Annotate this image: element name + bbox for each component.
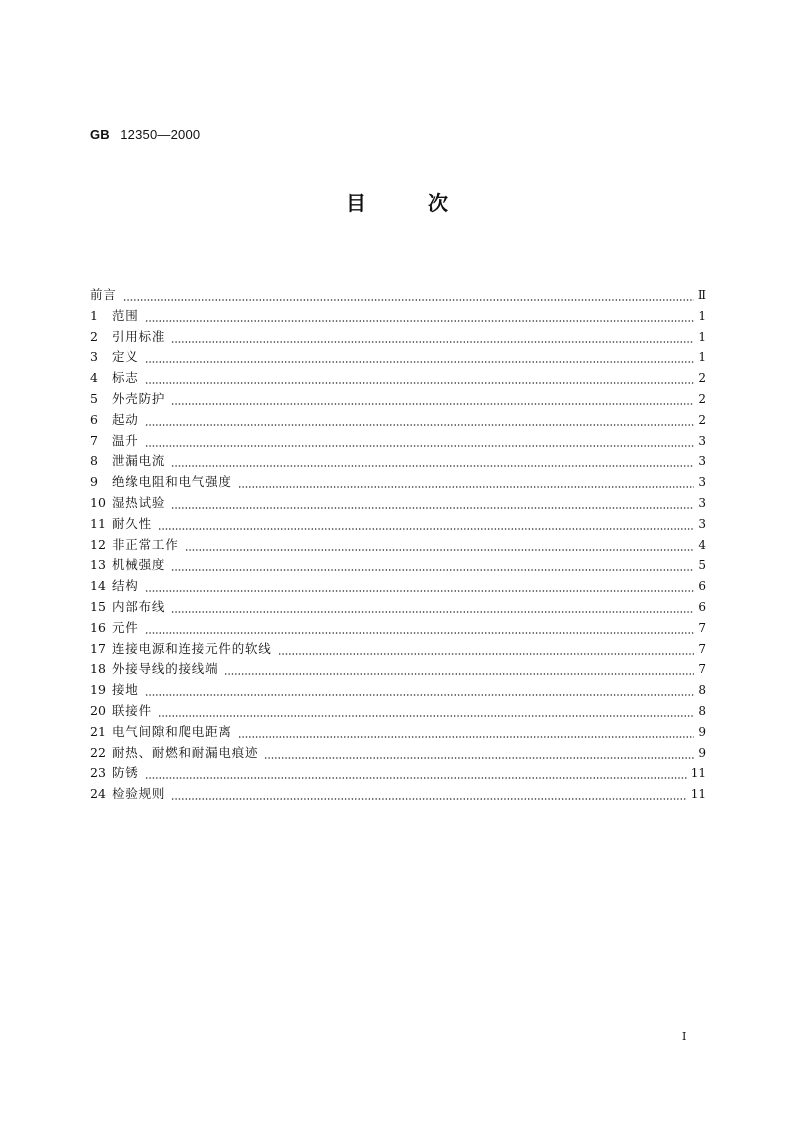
toc-entry-page: 2	[698, 371, 706, 386]
toc-entry-number: 13	[90, 557, 106, 573]
toc-dot-leader	[145, 410, 694, 431]
toc-entry-number: 1	[90, 307, 98, 323]
toc-dot-leader	[158, 701, 694, 722]
toc-entry-page: 11	[690, 766, 706, 781]
toc-entry-page: 6	[698, 599, 706, 614]
toc-entry-number: 11	[90, 515, 106, 531]
toc-entry-title: 起动	[112, 411, 139, 427]
toc-entry[interactable]	[90, 327, 706, 348]
toc-entry-number: 2	[90, 328, 98, 344]
toc-entry-title: 连接电源和连接元件的软线	[112, 640, 272, 656]
toc-entry-page: 3	[698, 516, 706, 531]
toc-entry-page: 3	[698, 433, 706, 448]
toc-entry-page: 2	[698, 391, 706, 406]
toc-entry-number: 23	[90, 765, 106, 781]
toc-entry[interactable]	[90, 306, 706, 327]
toc-entry-number: 7	[90, 432, 98, 448]
toc-entry-number: 18	[90, 661, 106, 677]
toc-entry-page: 11	[690, 787, 706, 802]
toc-entry-title: 机械强度	[112, 557, 166, 573]
toc-entry[interactable]	[90, 763, 706, 784]
toc-entry-number: 15	[90, 598, 106, 614]
toc-dot-leader	[171, 597, 694, 618]
toc-entry[interactable]	[90, 659, 706, 680]
toc-entry-title: 湿热试验	[112, 494, 166, 510]
toc-entry-page: 3	[698, 454, 706, 469]
toc-entry-page: 2	[698, 412, 706, 427]
toc-entry-title: 耐久性	[112, 515, 152, 531]
toc-dot-leader	[145, 368, 694, 389]
toc-entry[interactable]	[90, 368, 706, 389]
toc-entry[interactable]	[90, 493, 706, 514]
toc-dot-leader	[171, 493, 694, 514]
toc-entry-page: 8	[698, 703, 706, 718]
toc-dot-leader	[238, 472, 694, 493]
toc-dot-leader	[264, 743, 694, 764]
toc-entry-title: 检验规则	[112, 786, 166, 802]
toc-entry[interactable]	[90, 472, 706, 493]
toc-entry-number: 21	[90, 723, 106, 739]
toc-entry-title: 范围	[112, 307, 139, 323]
toc-entry[interactable]	[90, 347, 706, 368]
toc-entry-title: 外接导线的接线端	[112, 661, 219, 677]
toc-entry-page: 9	[698, 745, 706, 760]
toc-entry-page: 9	[698, 724, 706, 739]
toc-entry-title: 引用标准	[112, 328, 166, 344]
toc-entry-number: 24	[90, 786, 106, 802]
toc-entry-number: 16	[90, 619, 106, 635]
toc-entry-number: 12	[90, 536, 106, 552]
toc-entry-title: 温升	[112, 432, 139, 448]
toc-entry-number: 4	[90, 370, 98, 386]
toc-entry-title: 电气间隙和爬电距离	[112, 723, 232, 739]
toc-entry-title: 非正常工作	[112, 536, 179, 552]
toc-entry-page: 5	[698, 558, 706, 573]
toc-entry-number: 6	[90, 411, 98, 427]
toc-entry-page: 1	[698, 329, 706, 344]
toc-entry-number: 20	[90, 702, 106, 718]
toc-entry[interactable]	[90, 535, 706, 556]
toc-dot-leader	[145, 680, 694, 701]
standard-number: 12350—2000	[120, 127, 201, 142]
toc-dot-leader	[171, 451, 694, 472]
toc-entry-page: 7	[698, 662, 706, 677]
toc-entry[interactable]	[90, 389, 706, 410]
toc-entry-title: 定义	[112, 349, 139, 365]
toc-dot-leader	[171, 327, 694, 348]
toc-entry-page: Ⅱ	[697, 288, 706, 302]
toc-dot-leader	[145, 431, 694, 452]
toc-entry-page: 4	[698, 537, 706, 552]
toc-entry[interactable]	[90, 743, 706, 764]
toc-entry[interactable]	[90, 285, 706, 306]
toc-entry[interactable]	[90, 431, 706, 452]
toc-entry-title: 内部布线	[112, 598, 166, 614]
toc-entry-title: 绝缘电阻和电气强度	[112, 474, 232, 490]
toc-dot-leader	[185, 535, 694, 556]
toc-entry[interactable]	[90, 639, 706, 660]
toc-dot-leader	[171, 784, 687, 805]
toc-entry-title: 元件	[112, 619, 139, 635]
toc-entry-title: 标志	[112, 370, 139, 386]
toc-dot-leader	[145, 618, 694, 639]
toc-entry-number: 22	[90, 744, 106, 760]
page-title: 目次	[346, 191, 510, 215]
toc-entry-page: 7	[698, 641, 706, 656]
toc-entry-page: 8	[698, 683, 706, 698]
toc-entry-title: 外壳防护	[112, 390, 166, 406]
toc-entry[interactable]	[90, 597, 706, 618]
toc-entry-page: 6	[698, 579, 706, 594]
toc-dot-leader	[145, 576, 694, 597]
toc-entry-page: 3	[698, 475, 706, 490]
toc-dot-leader	[145, 306, 694, 327]
toc-entry-page: 1	[698, 308, 706, 323]
toc-dot-leader	[171, 555, 694, 576]
toc-dot-leader	[145, 763, 687, 784]
toc-entry-number: 8	[90, 453, 98, 469]
toc-entry[interactable]	[90, 680, 706, 701]
toc-entry-number: 3	[90, 349, 98, 365]
toc-entry-number: 17	[90, 640, 106, 656]
toc-entry[interactable]	[90, 451, 706, 472]
toc-entry-title: 泄漏电流	[112, 453, 166, 469]
toc-dot-leader	[278, 639, 694, 660]
standard-prefix: GB	[90, 127, 110, 142]
toc-dot-leader	[123, 285, 694, 306]
page-number: I	[682, 1030, 687, 1043]
toc-dot-leader	[158, 514, 694, 535]
table-of-contents	[90, 285, 706, 805]
standard-number-header	[90, 127, 200, 143]
toc-dot-leader	[145, 347, 694, 368]
toc-entry-number: 9	[90, 474, 98, 490]
toc-entry-title: 前言	[90, 287, 117, 302]
toc-entry[interactable]	[90, 784, 706, 805]
toc-entry[interactable]	[90, 701, 706, 722]
toc-entry[interactable]	[90, 576, 706, 597]
toc-entry[interactable]	[90, 555, 706, 576]
toc-entry-page: 3	[698, 495, 706, 510]
toc-entry[interactable]	[90, 722, 706, 743]
toc-entry-title: 联接件	[112, 702, 152, 718]
toc-entry[interactable]	[90, 410, 706, 431]
toc-entry-page: 7	[698, 620, 706, 635]
toc-entry[interactable]	[90, 514, 706, 535]
toc-entry-number: 10	[90, 494, 106, 510]
toc-dot-leader	[171, 389, 694, 410]
toc-entry-title: 防锈	[112, 765, 139, 781]
toc-entry-number: 19	[90, 682, 106, 698]
toc-entry-page: 1	[698, 350, 706, 365]
toc-dot-leader	[238, 722, 694, 743]
toc-entry-title: 耐热、耐燃和耐漏电痕迹	[112, 744, 259, 760]
toc-entry-title: 结构	[112, 578, 139, 594]
toc-entry-number: 5	[90, 390, 98, 406]
toc-entry-title: 接地	[112, 682, 139, 698]
toc-dot-leader	[224, 659, 694, 680]
toc-entry-number: 14	[90, 578, 106, 594]
toc-entry[interactable]	[90, 618, 706, 639]
